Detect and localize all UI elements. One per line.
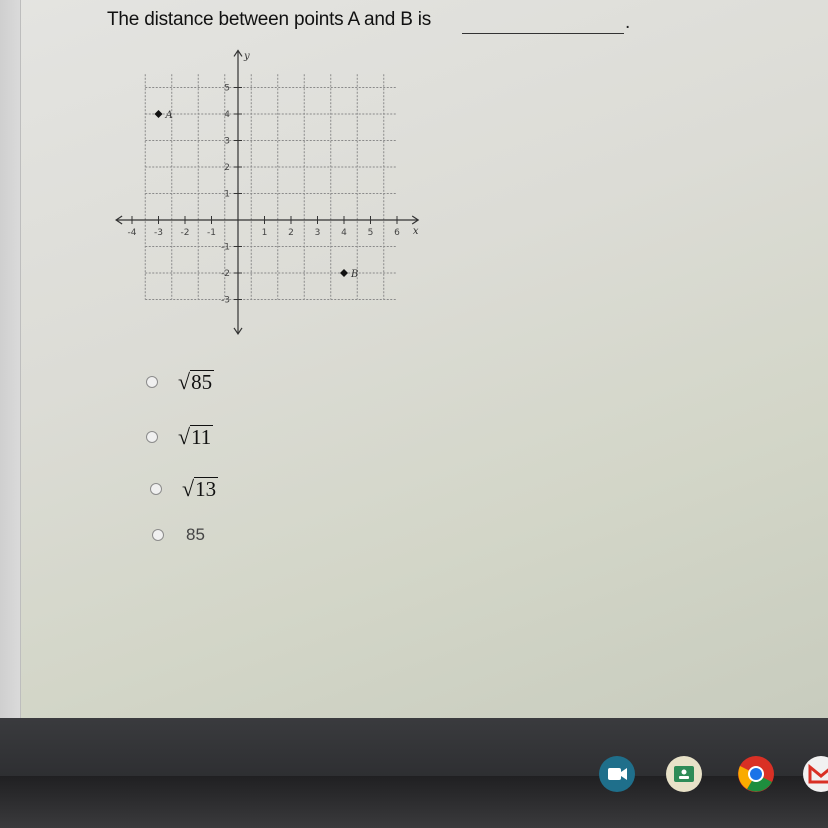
radio-button[interactable] — [146, 431, 158, 443]
x-tick-label: -3 — [154, 228, 163, 238]
question-text: The distance between points A and B is — [107, 9, 432, 30]
x-tick-label: 6 — [394, 228, 400, 238]
chrome-icon[interactable] — [737, 755, 775, 793]
radio-button[interactable] — [150, 483, 162, 495]
y-tick-label: 5 — [224, 83, 230, 94]
y-tick-label: -3 — [221, 295, 230, 306]
radio-button[interactable] — [152, 529, 164, 541]
y-tick-label: -2 — [221, 269, 230, 279]
y-tick-label: 3 — [224, 136, 230, 147]
y-tick-label: 2 — [224, 163, 230, 173]
x-axis-label: x — [412, 226, 419, 237]
y-tick-label: -1 — [221, 242, 230, 253]
x-tick-label: -4 — [127, 228, 137, 238]
point-b-marker — [340, 269, 348, 277]
option-1[interactable] — [146, 370, 214, 393]
option-4-value: 85 — [186, 525, 205, 544]
coordinate-graph — [110, 36, 430, 346]
option-4[interactable] — [152, 525, 205, 545]
answer-blank — [462, 33, 624, 34]
x-tick-label: 3 — [314, 228, 321, 238]
y-tick-label: 4 — [224, 110, 230, 120]
option-2-value: √ 11 — [178, 424, 212, 450]
point-a-label: A — [165, 110, 173, 121]
y-axis-label: y — [244, 51, 250, 63]
option-2[interactable] — [146, 425, 213, 448]
meet-icon[interactable] — [598, 755, 636, 793]
y-tick-label: 1 — [224, 189, 230, 200]
option-1-value: √ 85 — [178, 369, 213, 395]
option-3[interactable] — [150, 477, 218, 500]
point-b-label: B — [351, 269, 359, 280]
option-3-value: √ 13 — [182, 476, 217, 502]
radio-button[interactable] — [146, 376, 158, 388]
x-tick-label: 5 — [367, 228, 374, 238]
device-bezel — [0, 776, 828, 828]
taskbar — [0, 718, 828, 776]
x-tick-label: 2 — [288, 228, 294, 238]
x-tick-label: -2 — [180, 228, 190, 238]
x-tick-label: 1 — [261, 228, 268, 238]
point-a-marker — [155, 110, 163, 118]
classroom-icon[interactable] — [665, 755, 703, 793]
left-scrollbar[interactable] — [0, 0, 21, 718]
x-tick-label: 4 — [341, 228, 347, 238]
x-tick-label: -1 — [207, 228, 216, 238]
blank-period: . — [625, 12, 631, 33]
